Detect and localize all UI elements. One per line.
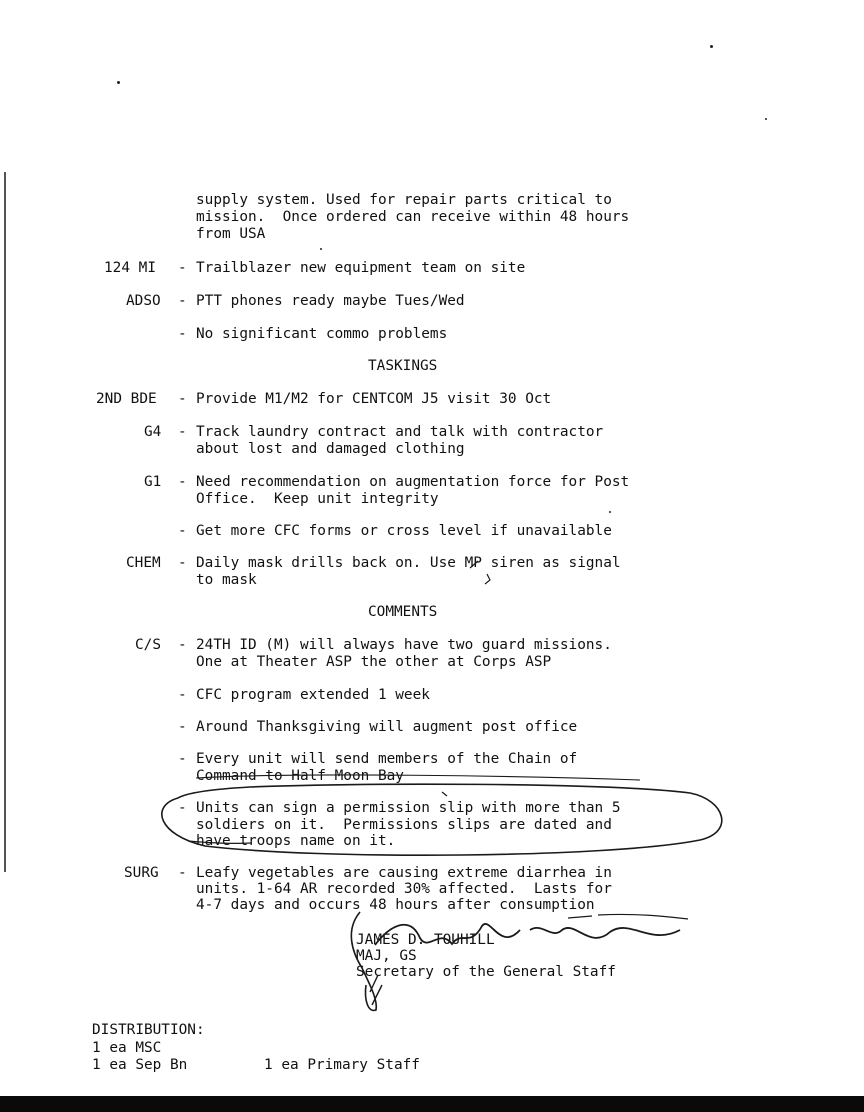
item-dash: - xyxy=(178,326,187,342)
item-text: Office. Keep unit integrity xyxy=(196,491,439,507)
section-heading-comments: COMMENTS xyxy=(368,604,438,620)
section-heading-taskings: TASKINGS xyxy=(368,358,438,374)
item-text: Track laundry contract and talk with contractor xyxy=(196,424,604,440)
item-unit: G1 xyxy=(144,474,162,490)
distribution-heading: DISTRIBUTION: xyxy=(92,1022,205,1038)
item-dash: - xyxy=(178,800,187,816)
item-text: Trailblazer new equipment team on site xyxy=(196,260,526,276)
item-text: Get more CFC forms or cross level if unavailable xyxy=(196,523,612,539)
strikethrough-stroke xyxy=(188,841,252,843)
signature-stroke xyxy=(375,924,680,945)
signatory-name: JAMES D. TOUHILL xyxy=(356,932,495,948)
item-text: 4-7 days and occurs 48 hours after consumption xyxy=(196,897,595,913)
hand-drawn-circle xyxy=(162,784,722,855)
item-text: Provide M1/M2 for CENTCOM J5 visit 30 Oct xyxy=(196,391,552,407)
item-dash: - xyxy=(178,293,187,309)
item-unit: 124 MI xyxy=(104,260,156,276)
item-dash: - xyxy=(178,719,187,735)
intro-line: from USA xyxy=(196,226,266,242)
item-dash: - xyxy=(178,424,187,440)
item-text: about lost and damaged clothing xyxy=(196,441,465,457)
item-unit: 2ND BDE xyxy=(96,391,157,407)
intro-line: supply system. Used for repair parts critical to xyxy=(196,192,612,208)
item-text: units. 1-64 AR recorded 30% affected. Lasts for xyxy=(196,881,612,897)
item-unit: C/S xyxy=(135,637,161,653)
signatory-rank: MAJ, GS xyxy=(356,948,417,964)
distribution-line: 1 ea Sep Bn xyxy=(92,1057,188,1073)
item-unit: CHEM xyxy=(126,555,161,571)
item-text: Need recommendation on augmentation force for Post xyxy=(196,474,630,490)
underline-stroke xyxy=(196,775,640,780)
item-dash: - xyxy=(178,523,187,539)
item-unit: G4 xyxy=(144,424,162,440)
item-text: Every unit will send members of the Chain of xyxy=(196,751,578,767)
scan-bottom-edge xyxy=(0,1096,864,1112)
item-dash: - xyxy=(178,687,187,703)
edit-mark xyxy=(442,792,447,796)
item-unit: SURG xyxy=(124,865,159,881)
item-dash: - xyxy=(178,555,187,571)
item-dash: - xyxy=(178,637,187,653)
item-unit: ADSO xyxy=(126,293,161,309)
item-dash: - xyxy=(178,474,187,490)
item-dash: - xyxy=(178,751,187,767)
item-dash: - xyxy=(178,865,187,881)
signature-stroke xyxy=(568,914,688,919)
item-text: Leafy vegetables are causing extreme diarrhea in xyxy=(196,865,612,881)
item-text: CFC program extended 1 week xyxy=(196,687,430,703)
item-text: No significant commo problems xyxy=(196,326,448,342)
intro-line: mission. Once ordered can receive within 48 hours xyxy=(196,209,630,225)
signatory-title: Secretary of the General Staff xyxy=(356,964,616,980)
item-text: Around Thanksgiving will augment post office xyxy=(196,719,578,735)
item-text: One at Theater ASP the other at Corps ASP xyxy=(196,654,552,670)
item-dash: - xyxy=(178,391,187,407)
signature-loop xyxy=(351,912,376,1010)
distribution-line: 1 ea Primary Staff xyxy=(264,1057,420,1073)
item-text: to mask xyxy=(196,572,257,588)
item-text: Daily mask drills back on. Use MP siren as signal xyxy=(196,555,621,571)
item-text: have troops name on it. xyxy=(196,833,396,849)
edit-mark xyxy=(470,561,490,584)
item-dash: - xyxy=(178,260,187,276)
item-text: 24TH ID (M) will always have two guard missions. xyxy=(196,637,612,653)
distribution-line: 1 ea MSC xyxy=(92,1040,162,1056)
item-text: soldiers on it. Permissions slips are dated and xyxy=(196,817,612,833)
item-text: Command to Half Moon Bay xyxy=(196,768,404,784)
item-text: PTT phones ready maybe Tues/Wed xyxy=(196,293,465,309)
item-text: Units can sign a permission slip with more than 5 xyxy=(196,800,621,816)
